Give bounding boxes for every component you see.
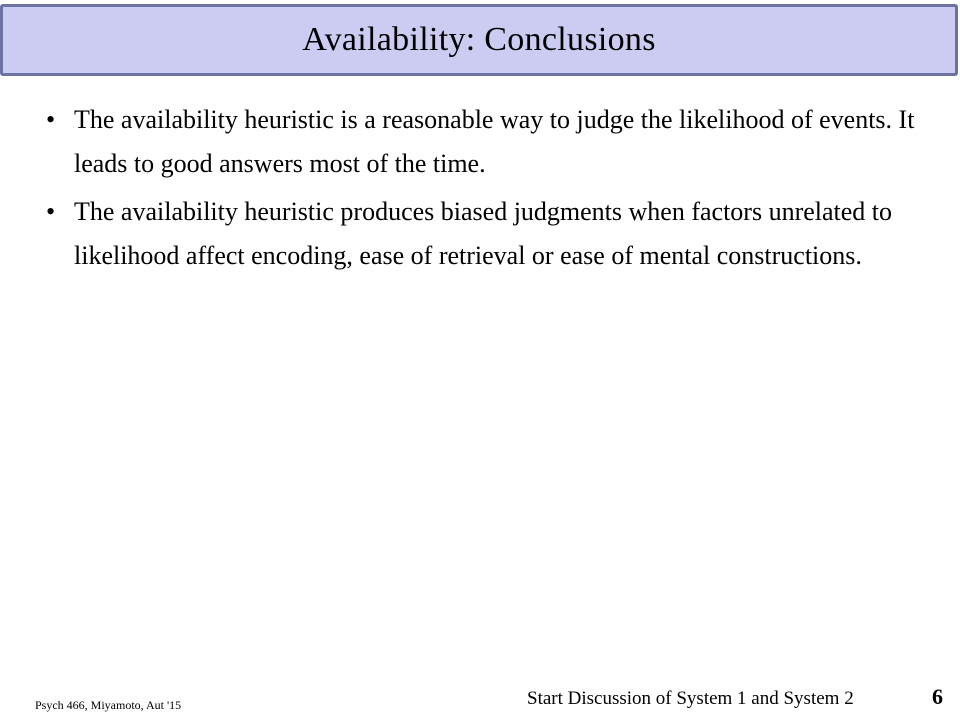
bullet-item bbox=[46, 190, 926, 278]
bullet-item bbox=[46, 98, 926, 186]
bullet-marker: • bbox=[46, 105, 56, 134]
bullet-marker: • bbox=[46, 197, 56, 226]
bullet-text: The availability heuristic produces biased judgments when factors unrelated to likelihood affect encoding, ease of retrieval or ease of mental constructions. bbox=[74, 197, 893, 270]
slide-title: Availability: Conclusions bbox=[302, 21, 656, 58]
bullet-text: The availability heuristic is a reasonable way to judge the likelihood of events. It leads to good answers most of the time. bbox=[74, 105, 915, 178]
bullet-list bbox=[46, 98, 926, 282]
footer-section-label: Start Discussion of System 1 and System 2 bbox=[527, 688, 854, 709]
page-number: 6 bbox=[932, 684, 943, 709]
footer-course-label: Psych 466, Miyamoto, Aut '15 bbox=[35, 698, 182, 712]
title-bar bbox=[0, 4, 958, 76]
